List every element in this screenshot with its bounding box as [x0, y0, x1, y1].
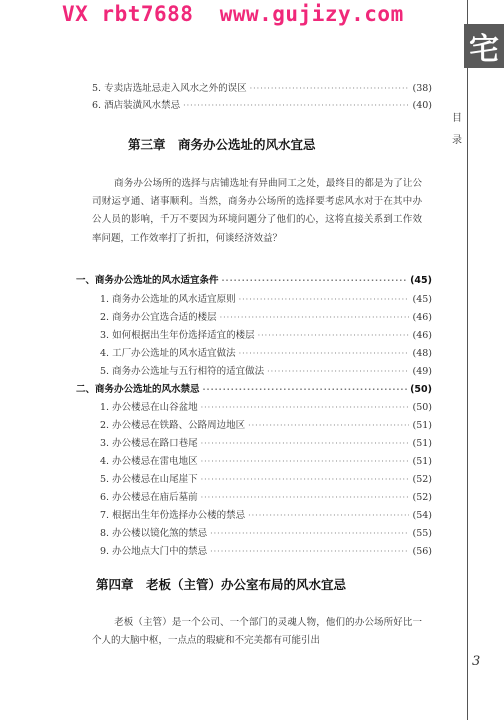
toc-entry-page: (54): [412, 510, 432, 521]
toc-entry-page: (50): [412, 402, 432, 413]
toc-entry-title: 6. 酒店装潢风水禁忌: [92, 100, 181, 111]
leader-dots: [248, 511, 409, 520]
toc-entry[interactable]: [100, 543, 432, 557]
leader-dots: [239, 295, 410, 304]
leader-dots: [201, 439, 410, 448]
leader-dots: [239, 349, 410, 358]
toc-entry[interactable]: [100, 471, 432, 485]
toc-entry-page: (52): [412, 474, 432, 485]
toc-section[interactable]: [76, 381, 432, 395]
toc-entry-title: 1. 办公楼忌在山谷盆地: [100, 402, 198, 413]
toc-entry[interactable]: [100, 399, 432, 413]
toc-entry-title: 4. 工厂办公选址的风水适宜做法: [100, 348, 236, 359]
toc-entry-title: 5. 办公楼忌在山尾崖下: [100, 474, 198, 485]
toc-section-page: (50): [410, 384, 432, 395]
leader-dots: [201, 457, 410, 466]
toc-entry-page: (48): [412, 348, 432, 359]
toc-entry-title: 7. 根据出生年份选择办公楼的禁忌: [100, 510, 246, 521]
toc-entry[interactable]: [92, 80, 432, 94]
leader-dots: [248, 421, 409, 430]
toc-entry-page: (56): [412, 546, 432, 557]
toc-entry[interactable]: [100, 435, 432, 449]
chapter-intro: [92, 175, 422, 248]
leader-dots: [267, 367, 409, 376]
leader-dots: [258, 331, 410, 340]
toc-entry-page: (55): [412, 528, 432, 539]
book-badge: 宅: [464, 24, 504, 68]
toc-entry-page: (46): [412, 312, 432, 323]
toc-entry-title: 5. 商务办公选址与五行相符的适宜做法: [100, 366, 265, 377]
leader-dots: [201, 403, 410, 412]
toc-entry-title: 3. 如何根据出生年份选择适宜的楼层: [100, 330, 255, 341]
toc-entry-page: (52): [412, 492, 432, 503]
toc-entry-page: (49): [412, 366, 432, 377]
toc-entry[interactable]: [100, 327, 432, 341]
toc-entry-page: (46): [412, 330, 432, 341]
page-sidebar: [446, 0, 504, 720]
toc-entry[interactable]: [100, 417, 432, 431]
toc-entry-page: (40): [412, 100, 432, 111]
leader-dots: [250, 84, 410, 93]
leader-dots: [220, 313, 410, 322]
toc-entry-title: 1. 商务办公选址的风水适宜原则: [100, 294, 236, 305]
toc-entry[interactable]: [100, 507, 432, 521]
leader-dots: [210, 547, 409, 556]
toc-entry-page: (51): [412, 420, 432, 431]
toc-entry-title: 3. 办公楼忌在路口巷尾: [100, 438, 198, 449]
toc-entry[interactable]: [100, 363, 432, 377]
page-number: 3: [472, 654, 481, 669]
toc-section[interactable]: [76, 272, 432, 286]
toc-section-title: 一、商务办公选址的风水适宜条件: [76, 275, 219, 286]
toc-entry[interactable]: [100, 309, 432, 323]
chapter-heading: 第四章 老板（主管）办公室布局的风水宜忌: [96, 577, 347, 592]
leader-dots: [201, 475, 410, 484]
toc-entry-title: 4. 办公楼忌在雷电地区: [100, 456, 198, 467]
leader-dots: [203, 385, 408, 394]
toc-entry[interactable]: [100, 489, 432, 503]
toc-entry-page: (38): [412, 83, 432, 94]
toc-entry[interactable]: [100, 525, 432, 539]
watermark-text: VX rbt7688 www.gujizy.com: [62, 2, 404, 26]
toc-entry[interactable]: [100, 453, 432, 467]
leader-dots: [183, 101, 409, 110]
chapter-heading: 第三章 商务办公选址的风水宜忌: [128, 137, 316, 152]
toc-section-page: (45): [410, 275, 432, 286]
chapter-intro-text: 老板（主管）是一个公司、一个部门的灵魂人物，他们的办公场所好比一个人的大脑中枢，一点点的瑕疵和不完美都有可能引出: [92, 617, 422, 647]
toc-entry-title: 2. 办公楼忌在铁路、公路周边地区: [100, 420, 246, 431]
toc-entry-page: (45): [412, 294, 432, 305]
toc-entry[interactable]: [92, 97, 432, 111]
sidebar-divider: [467, 0, 468, 720]
toc-entry-title: 9. 办公地点大门中的禁忌: [100, 546, 208, 557]
leader-dots: [222, 276, 408, 285]
toc-entry[interactable]: [100, 345, 432, 359]
toc-entry-title: 6. 办公楼忌在庙后墓前: [100, 492, 198, 503]
chapter-intro-text: 商务办公场所的选择与店铺选址有异曲同工之处，最终目的都是为了让公司财运亨通、诸事顺利。当然，商务办公场所的选择要考虑风水对于在其中办公人员的影响，千万不要因为环境问题分了他们的心，这将直接关系到工作效率问题，工作效率打了折扣，何谈经济效益？: [92, 178, 422, 244]
toc-section-title: 二、商务办公选址的风水禁忌: [76, 384, 200, 395]
toc-entry-page: (51): [412, 438, 432, 449]
leader-dots: [210, 529, 409, 538]
toc-entry-title: 8. 办公楼以镜化煞的禁忌: [100, 528, 208, 539]
chapter-intro: [92, 614, 422, 650]
toc-entry-title: 5. 专卖店选址忌走入风水之外的误区: [92, 83, 247, 94]
toc-entry[interactable]: [100, 291, 432, 305]
section-label: 目录: [450, 108, 464, 152]
toc-entry-page: (51): [412, 456, 432, 467]
leader-dots: [201, 493, 410, 502]
toc-entry-title: 2. 商务办公宜选合适的楼层: [100, 312, 217, 323]
